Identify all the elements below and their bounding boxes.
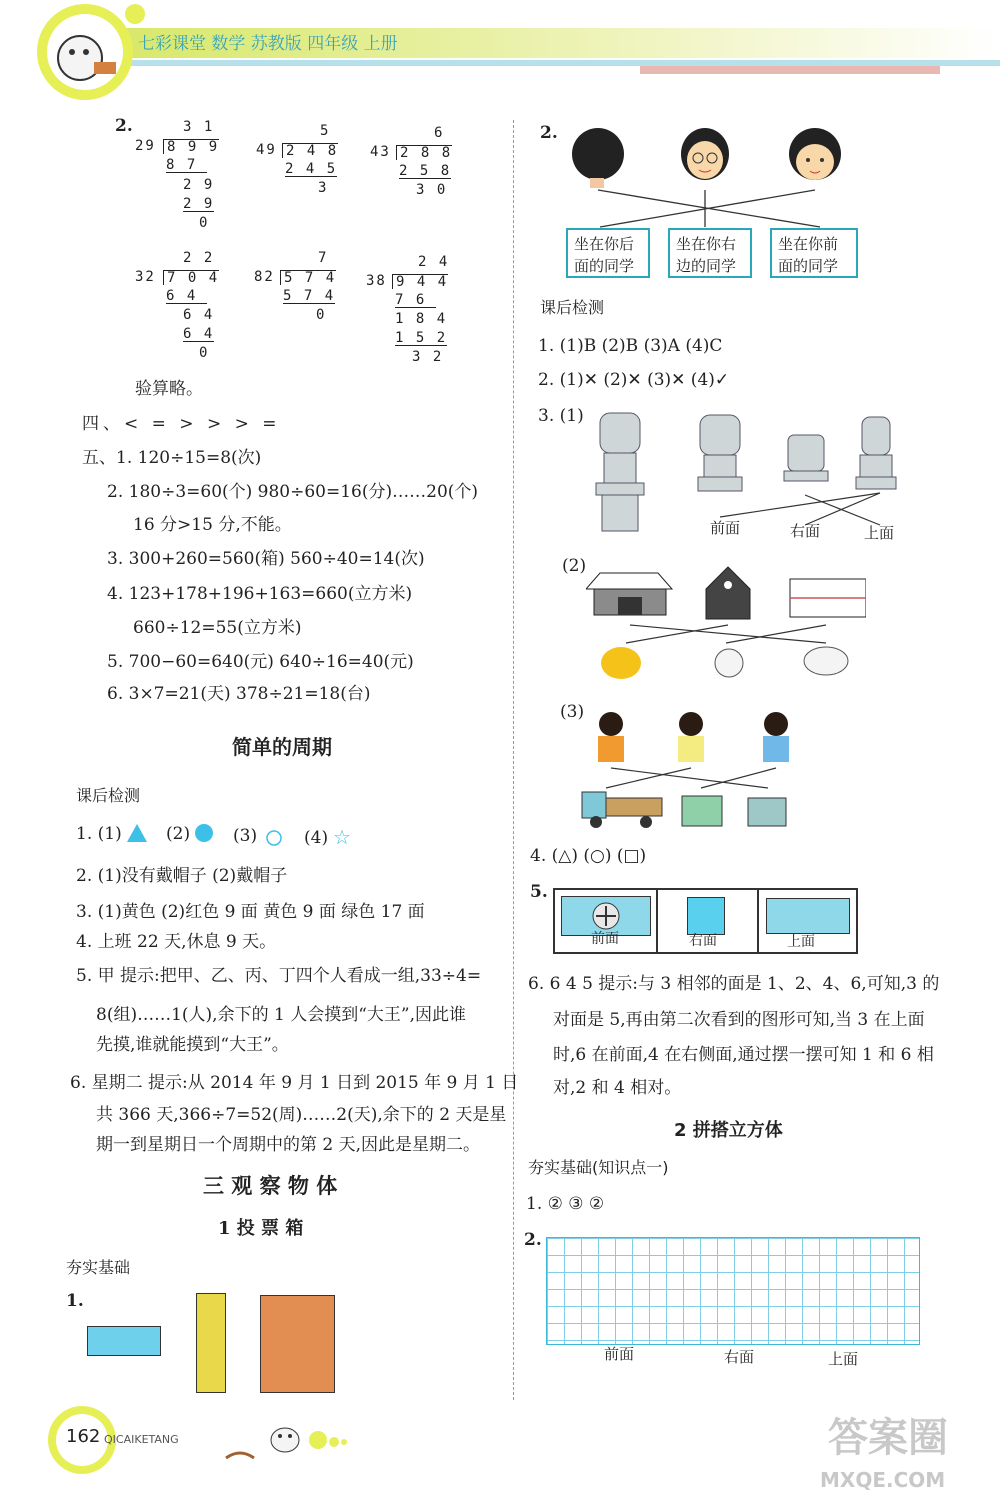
- right-after-test-heading: 课后检测: [540, 298, 605, 317]
- step: 7 6: [395, 293, 436, 308]
- step: 2 4 5: [285, 161, 338, 177]
- k1-answer: 1. ② ③ ②: [526, 1194, 605, 1214]
- kids-vehicles-drawing: [576, 708, 796, 836]
- lion-statue-icon: [862, 417, 890, 455]
- k2-label: 2.: [524, 1230, 542, 1250]
- watermark-main: 答案圈: [828, 1415, 948, 1461]
- lion-statue-icon: [700, 415, 740, 455]
- step: 2 5 8: [399, 163, 452, 179]
- quotient: 2 4: [418, 254, 450, 270]
- right-answer-5-label: 5.: [530, 882, 548, 902]
- divisor: 29: [135, 138, 156, 154]
- header-banner: [0, 0, 1000, 110]
- step: 3: [318, 180, 329, 196]
- answer-4: 4. 上班 22 天,休息 9 天。: [76, 932, 277, 952]
- dividend: 5 7 4: [280, 270, 336, 285]
- step: 6 4: [166, 289, 207, 304]
- dog-head-icon: [715, 649, 743, 677]
- view-right-label: 右面: [790, 522, 821, 540]
- person-front-icon: [789, 128, 841, 180]
- right-answer-6-line2: 对面是 5,再由第二次看到的图形可知,当 3 在上面: [553, 1010, 925, 1030]
- answer-6-line1: 6. 星期二 提示:从 2014 年 9 月 1 日到 2015 年 9 月 1 日: [70, 1073, 519, 1093]
- boy-blue-icon: [763, 712, 789, 762]
- right-answer-3-2: (2): [562, 556, 587, 576]
- right-answer-6-line3: 时,6 在前面,4 在右侧面,通过摆一摆可知 1 和 6 相: [553, 1045, 934, 1065]
- truck-side-icon: [582, 792, 662, 828]
- view-front-caption: 前面: [591, 931, 619, 947]
- dividend: 2 8 8: [396, 145, 452, 160]
- answer-1-2: (2): [166, 824, 191, 844]
- right-answer-4: 4. (△) (○) (□): [530, 846, 647, 866]
- check-note: 验算略。: [135, 379, 203, 399]
- grid-top-label: 上面: [828, 1350, 859, 1368]
- triangle-shape: [126, 823, 148, 843]
- right-answer-3-3: (3): [560, 702, 585, 722]
- view-front-cell: [561, 896, 651, 936]
- view-front-label: 前面: [710, 519, 741, 537]
- divisor: 49: [256, 142, 277, 158]
- answer-1-3: (3): [233, 826, 258, 846]
- quotient: 6: [434, 125, 445, 141]
- lion-statue-icon: [600, 413, 640, 453]
- answer-1-prefix: 1. (1): [76, 824, 122, 844]
- truck-front-icon: [682, 796, 722, 826]
- part-four: 四、< = > > > =: [82, 414, 281, 434]
- person-back-icon: [572, 128, 624, 188]
- answer-6-line2: 共 366 天,366÷7=52(周)……2(天),余下的 2 天是星: [96, 1105, 507, 1125]
- view-right-cell: [687, 897, 725, 935]
- answer-5-line1: 5. 甲 提示:把甲、乙、丙、丁四个人看成一组,33÷4=: [76, 966, 482, 986]
- step: 5 7 4: [283, 288, 336, 304]
- column-divider: [513, 120, 514, 1400]
- step: 0: [199, 215, 210, 231]
- quotient: 7: [318, 250, 329, 266]
- answer-3: 3. (1)黄色 (2)红色 9 面 黄色 9 面 绿色 17 面: [76, 902, 425, 922]
- side-view-rect: [196, 1293, 226, 1393]
- step: 3 0: [416, 182, 448, 198]
- five-2: 2. 180÷3=60(个) 980÷60=16(分)……20(个): [107, 482, 479, 502]
- grid-right-label: 右面: [724, 1348, 755, 1366]
- quotient: 5: [320, 123, 331, 139]
- house-front-icon: [586, 573, 672, 615]
- watermark-sub: MXQE.COM: [820, 1468, 946, 1492]
- right-answer-2: 2. (1)✕ (2)✕ (3)✕ (4)✓: [538, 370, 730, 390]
- answer-5-line3: 先摸,谁就能摸到“大王”。: [96, 1035, 289, 1055]
- answer-box-front: 坐在你前面的同学: [770, 228, 858, 278]
- boy-icon: [598, 712, 624, 762]
- five-1: 五、1. 120÷15=8(次): [82, 448, 262, 468]
- house-side-icon: [706, 567, 750, 619]
- step: 6 4: [183, 326, 215, 342]
- grid-paper: [546, 1237, 920, 1345]
- views-table: [553, 888, 858, 954]
- house-top-icon: [790, 579, 866, 617]
- page-number: 162: [66, 1426, 101, 1447]
- view-top-cell: [766, 898, 850, 934]
- dividend: 9 4 4: [392, 274, 448, 289]
- step: 3 2: [412, 349, 444, 365]
- five-5: 5. 700−60=640(元) 640÷16=40(元): [107, 652, 414, 672]
- five-6: 6. 3×7=21(天) 378÷21=18(台): [107, 684, 371, 704]
- dividend: 7 0 4: [163, 270, 219, 285]
- basics-1-label: 1.: [66, 1291, 84, 1311]
- unit-title: 三 观 察 物 体: [203, 1174, 338, 1198]
- dividend: 8 9 9: [163, 139, 219, 154]
- answer-box-right: 坐在你右边的同学: [668, 228, 752, 278]
- view-top-caption: 上面: [787, 934, 815, 950]
- right-answer-1: 1. (1)B (2)B (3)A (4)C: [538, 336, 723, 356]
- step: 0: [199, 345, 210, 361]
- view-top-label: 上面: [864, 524, 895, 542]
- quotient: 3 1: [183, 119, 215, 135]
- divisor: 82: [254, 269, 275, 285]
- grid-front-label: 前面: [604, 1345, 635, 1363]
- five-4b: 660÷12=55(立方米): [133, 618, 302, 638]
- right-answer-6-line1: 6. 6 4 5 提示:与 3 相邻的面是 1、2、4、6,可知,3 的: [528, 974, 940, 994]
- divisor: 38: [366, 273, 387, 289]
- five-2b: 16 分>15 分,不能。: [133, 515, 292, 535]
- step: 0: [316, 307, 327, 323]
- basics2-heading: 夯实基础(知识点一): [528, 1158, 669, 1177]
- step: 2 9: [183, 196, 215, 212]
- header-title: 七彩课堂 数学 苏教版 四年级 上册: [138, 34, 398, 54]
- answer-2: 2. (1)没有戴帽子 (2)戴帽子: [76, 866, 288, 886]
- step: 8 7: [166, 158, 207, 173]
- circle-shape: [194, 823, 214, 843]
- person-glasses-icon: [681, 128, 729, 180]
- lesson2-title: 2 拼搭立方体: [674, 1120, 783, 1141]
- people-drawing: [560, 122, 870, 242]
- after-test-heading: 课后检测: [76, 786, 141, 805]
- step: 1 8 4: [395, 311, 448, 327]
- answer-1-4: (4): [304, 828, 329, 848]
- star-icon: ☆: [333, 825, 351, 849]
- mascot-icon: [271, 1428, 299, 1452]
- view-right-caption: 右面: [689, 933, 717, 949]
- step: 1 5 2: [395, 330, 448, 346]
- lesson-title: 1 投 票 箱: [218, 1218, 304, 1239]
- five-4: 4. 123+178+196+163=660(立方米): [107, 584, 413, 604]
- answer-5-line2: 8(组)……1(人),余下的 1 人会摸到“大王”,因此谁: [96, 1005, 466, 1025]
- footer-brand: QICAIKETANG: [104, 1433, 179, 1446]
- lion-statue-icon: [788, 435, 824, 471]
- dividend: 2 4 8: [282, 143, 338, 158]
- divisor: 43: [370, 144, 391, 160]
- houses-animals-drawing: [586, 565, 866, 690]
- basics-heading: 夯实基础: [66, 1258, 131, 1277]
- top-view-rect: [260, 1295, 335, 1393]
- step: 2 9: [183, 177, 215, 193]
- divisor: 32: [135, 269, 156, 285]
- dog-lying-icon: [804, 647, 848, 675]
- truck-top-icon: [748, 798, 786, 826]
- chick-icon: [601, 647, 641, 679]
- right-q2-label: 2.: [540, 123, 558, 143]
- lion-statues-drawing: [580, 405, 910, 540]
- step: 6 4: [183, 307, 215, 323]
- five-3: 3. 300+260=560(箱) 560÷40=14(次): [107, 549, 425, 569]
- section-title: 简单的周期: [232, 735, 332, 759]
- right-answer-6-line4: 对,2 和 4 相对。: [553, 1078, 682, 1098]
- answer-6-line3: 期一到星期日一个周期中的第 2 天,因此是星期二。: [96, 1135, 481, 1155]
- girl-icon: [678, 712, 704, 762]
- hollow-circle-shape: [265, 829, 283, 847]
- answer-box-behind: 坐在你后面的同学: [566, 228, 650, 278]
- q2-label: 2.: [115, 116, 133, 136]
- quotient: 2 2: [183, 250, 215, 266]
- front-view-rect: [87, 1326, 161, 1356]
- right-answer-3-label: 3. (1): [538, 406, 584, 426]
